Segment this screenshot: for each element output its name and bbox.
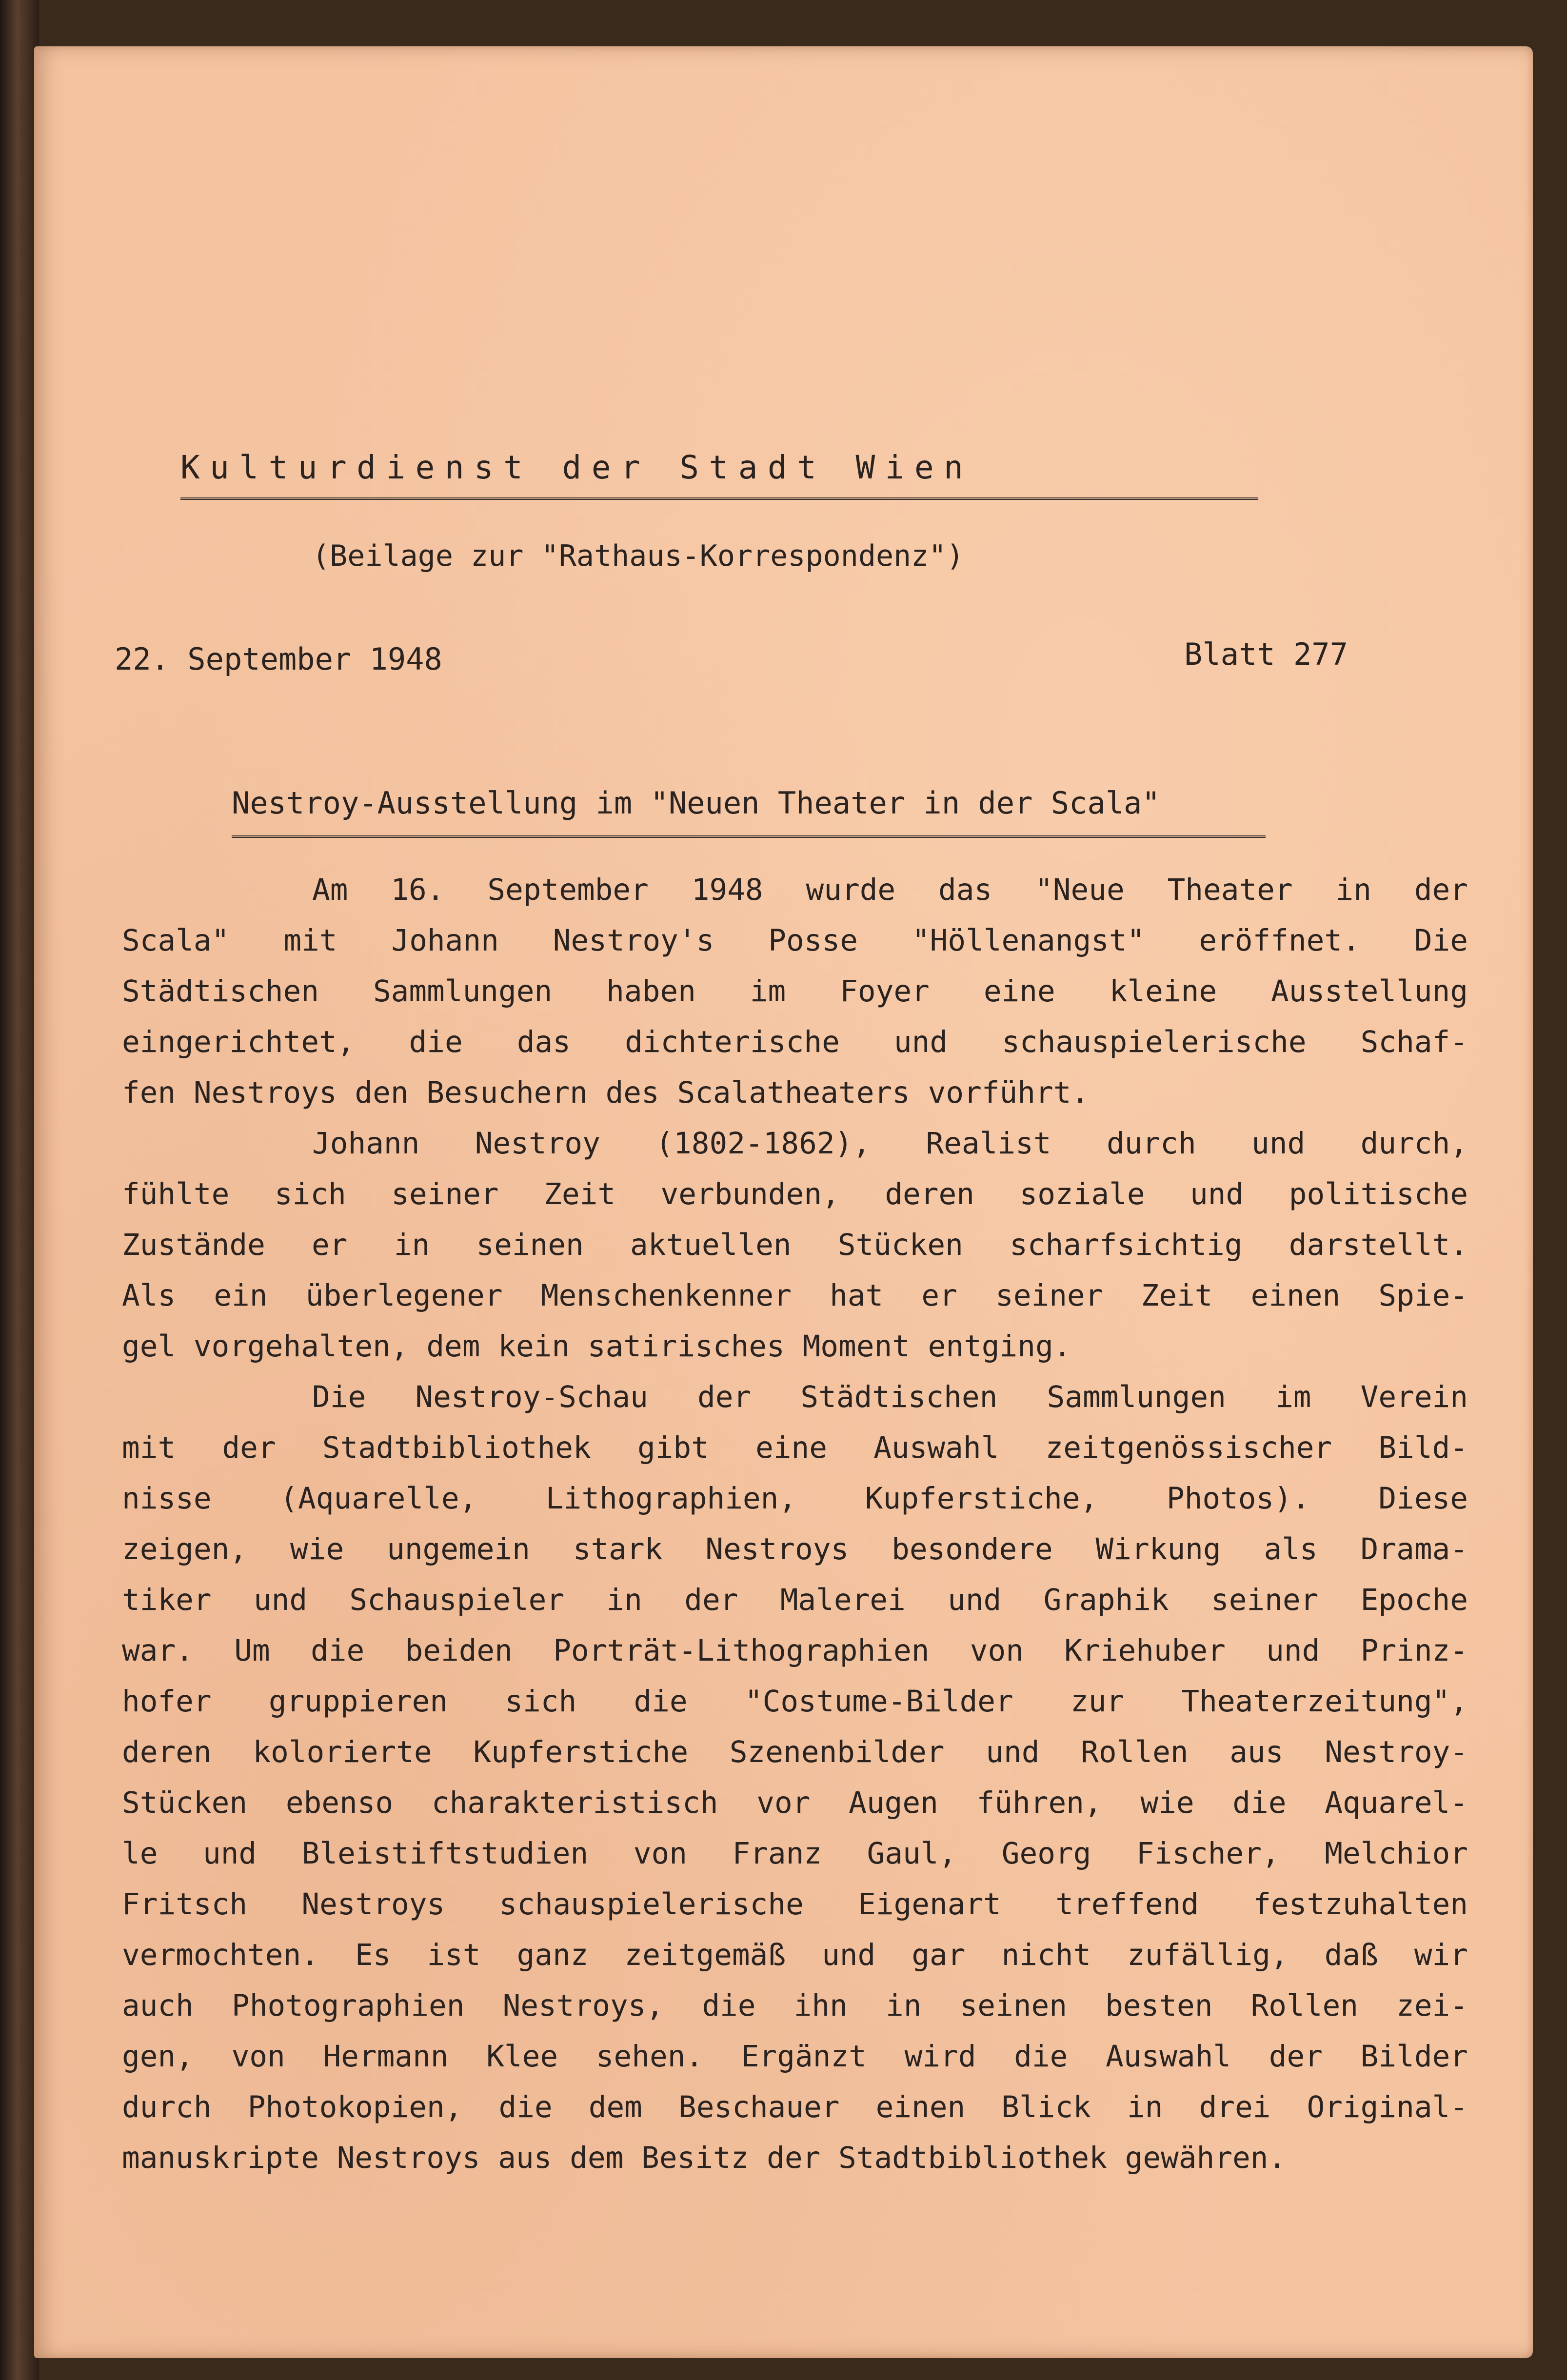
body-line: Am 16. September 1948 wurde das "Neue Theater in der bbox=[312, 873, 1468, 907]
body-line: Die Nestroy-Schau der Städtischen Sammlungen im Verein bbox=[312, 1380, 1468, 1414]
body-line: Als ein überlegener Menschenkenner hat er seiner Zeit einen Spie- bbox=[122, 1278, 1468, 1313]
article-title-double-rule bbox=[232, 835, 1266, 838]
body-line: vermochten. Es ist ganz zeitgemäß und gar nicht zufällig, daß wir bbox=[122, 1938, 1468, 1972]
body-line: auch Photographien Nestroys, die ihn in seinen besten Rollen zei- bbox=[122, 1988, 1468, 2023]
body-line: tiker und Schauspieler in der Malerei und Graphik seiner Epoche bbox=[122, 1583, 1468, 1617]
document-page bbox=[34, 46, 1533, 2358]
body-line: deren kolorierte Kupferstiche Szenenbilder und Rollen aus Nestroy- bbox=[122, 1735, 1468, 1769]
body-line: Städtischen Sammlungen haben im Foyer eine kleine Ausstellung bbox=[122, 974, 1468, 1009]
body-line: durch Photokopien, die dem Beschauer einen Blick in drei Original- bbox=[122, 2090, 1468, 2124]
sheet-number: Blatt 277 bbox=[1184, 636, 1348, 672]
body-line: eingerichtet, die das dichterische und schauspielerische Schaf- bbox=[122, 1025, 1468, 1059]
header-subtitle: (Beilage zur "Rathaus-Korrespondenz") bbox=[312, 539, 964, 573]
article-body bbox=[122, 865, 1468, 2183]
body-line: mit der Stadtbibliothek gibt eine Auswahl zeitgenössischer Bild- bbox=[122, 1430, 1468, 1465]
body-line: gen, von Hermann Klee sehen. Ergänzt wird die Auswahl der Bilder bbox=[122, 2039, 1468, 2074]
book-spine bbox=[0, 0, 39, 2380]
body-line: Fritsch Nestroys schauspielerische Eigenart treffend festzuhalten bbox=[122, 1887, 1468, 1922]
article-title: Nestroy-Ausstellung im "Neuen Theater in der Scala" bbox=[232, 785, 1160, 821]
body-line: war. Um die beiden Porträt-Lithographien von Kriehuber und Prinz- bbox=[122, 1633, 1468, 1668]
body-line: gel vorgehalten, dem kein satirisches Moment entging. bbox=[122, 1329, 1071, 1364]
body-line: fen Nestroys den Besuchern des Scalatheaters vorführt. bbox=[122, 1075, 1090, 1110]
body-line: nisse (Aquarelle, Lithographien, Kupferstiche, Photos). Diese bbox=[122, 1481, 1468, 1516]
body-line: Zustände er in seinen aktuellen Stücken scharfsichtig darstellt. bbox=[122, 1228, 1468, 1262]
header-title: Kulturdienst der Stadt Wien bbox=[180, 449, 973, 486]
header-double-rule bbox=[180, 497, 1258, 500]
body-line: Scala" mit Johann Nestroy's Posse "Höllenangst" eröffnet. Die bbox=[122, 923, 1468, 958]
body-line: zeigen, wie ungemein stark Nestroys besondere Wirkung als Drama- bbox=[122, 1532, 1468, 1567]
body-line: manuskripte Nestroys aus dem Besitz der Stadtbibliothek gewähren. bbox=[122, 2141, 1287, 2175]
body-line: hofer gruppieren sich die "Costume-Bilder zur Theaterzeitung", bbox=[122, 1684, 1468, 1719]
body-line: Stücken ebenso charakteristisch vor Augen führen, wie die Aquarel- bbox=[122, 1785, 1468, 1820]
body-line: le und Bleistiftstudien von Franz Gaul, Georg Fischer, Melchior bbox=[122, 1836, 1468, 1871]
document-date: 22. September 1948 bbox=[115, 641, 442, 677]
body-line: Johann Nestroy (1802-1862), Realist durch und durch, bbox=[312, 1126, 1468, 1161]
body-line: fühlte sich seiner Zeit verbunden, deren soziale und politische bbox=[122, 1177, 1468, 1211]
